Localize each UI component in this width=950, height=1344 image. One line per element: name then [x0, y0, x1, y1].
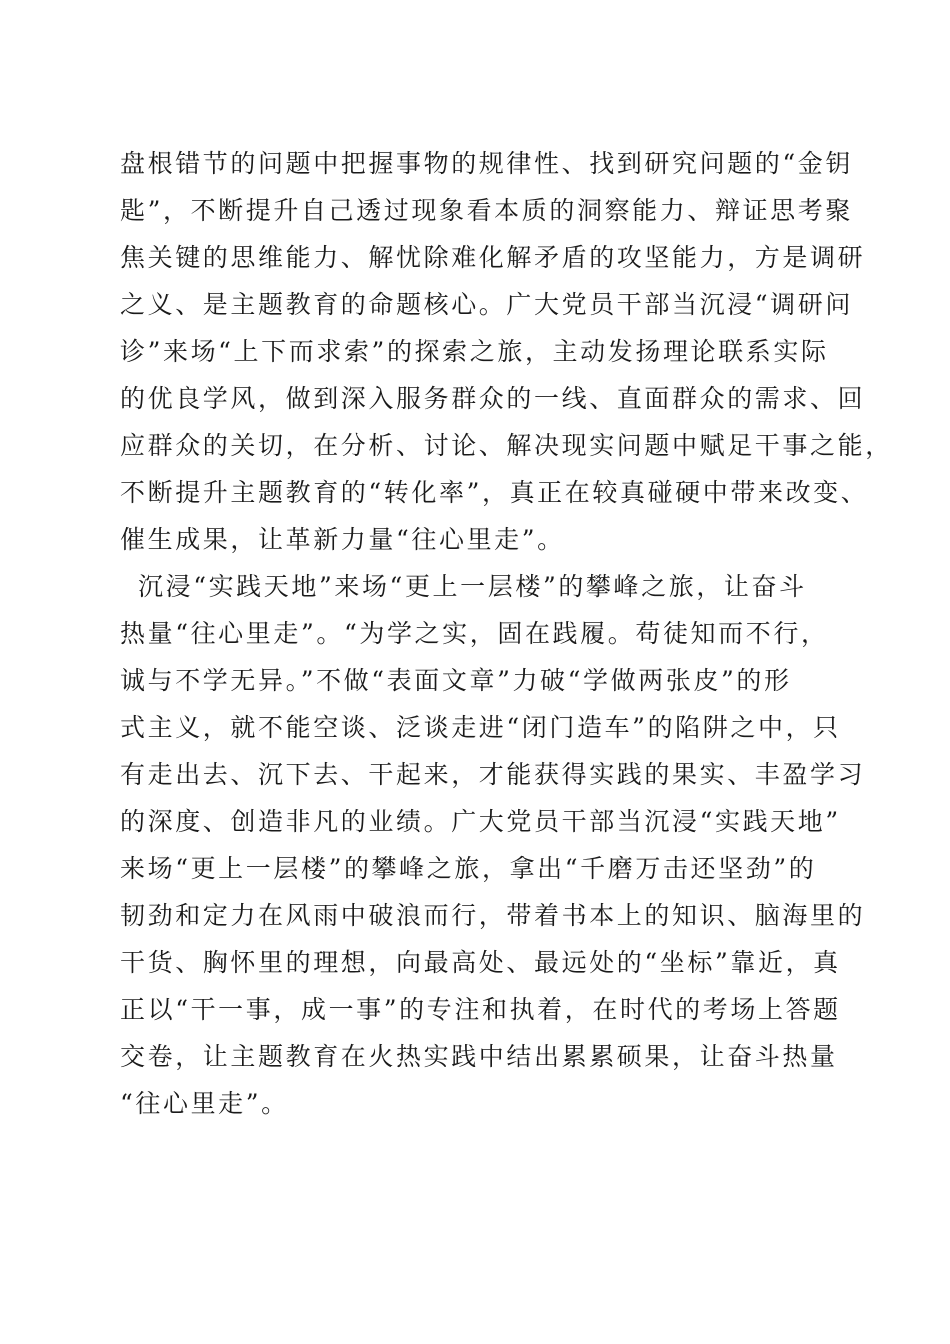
- paragraph-1: [120, 140, 893, 563]
- body-text: [120, 140, 893, 1127]
- text-line: 催生成果，让革新力量“往心里走”。: [120, 525, 565, 554]
- text-line: 盘根错节的问题中把握事物的规律性、找到研究问题的“金钥: [120, 149, 853, 178]
- paragraph-2: [120, 563, 866, 1127]
- text-line: 应群众的关切，在分析、讨论、解决现实问题中赋足干事之能，: [120, 431, 893, 460]
- text-line: 干货、胸怀里的理想，向最高处、最远处的“坐标”靠近，真: [120, 948, 841, 977]
- text-line: 诚与不学无异。”不做“表面文章”力破“学做两张皮”的形: [120, 666, 792, 695]
- text-line: 式主义，就不能空谈、泛谈走进“闭门造车”的陷阱之中，只: [120, 713, 841, 742]
- text-line: 热量“往心里走”。“为学之实，固在践履。苟徒知而不行，: [120, 619, 829, 648]
- text-line: 焦关键的思维能力、解忧除难化解矛盾的攻坚能力，方是调研: [120, 243, 866, 272]
- text-line: 的深度、创造非凡的业绩。广大党员干部当沉浸“实践天地”: [120, 807, 841, 836]
- text-line: 之义、是主题教育的命题核心。广大党员干部当沉浸“调研问: [120, 290, 853, 319]
- text-line: 韧劲和定力在风雨中破浪而行，带着书本上的知识、脑海里的: [120, 901, 866, 930]
- text-line: 不断提升主题教育的“转化率”，真正在较真碰硬中带来改变、: [120, 478, 869, 507]
- text-line: “往心里走”。: [120, 1089, 289, 1118]
- text-line: 来场“更上一层楼”的攀峰之旅，拿出“千磨万击还坚劲”的: [120, 854, 817, 883]
- text-line: 沉浸“实践天地”来场“更上一层楼”的攀峰之旅，让奋斗: [138, 572, 807, 601]
- text-line: 有走出去、沉下去、干起来，才能获得实践的果实、丰盈学习: [120, 760, 866, 789]
- text-line: 交卷，让主题教育在火热实践中结出累累硕果，让奋斗热量: [120, 1042, 838, 1071]
- text-line: 的优良学风，做到深入服务群众的一线、直面群众的需求、回: [120, 384, 866, 413]
- text-line: 正以“干一事，成一事”的专注和执着，在时代的考场上答题: [120, 995, 841, 1024]
- text-line: 诊”来场“上下而求索”的探索之旅，主动发扬理论联系实际: [120, 337, 829, 366]
- text-line: 匙”，不断提升自己透过现象看本质的洞察能力、辩证思考聚: [120, 196, 853, 225]
